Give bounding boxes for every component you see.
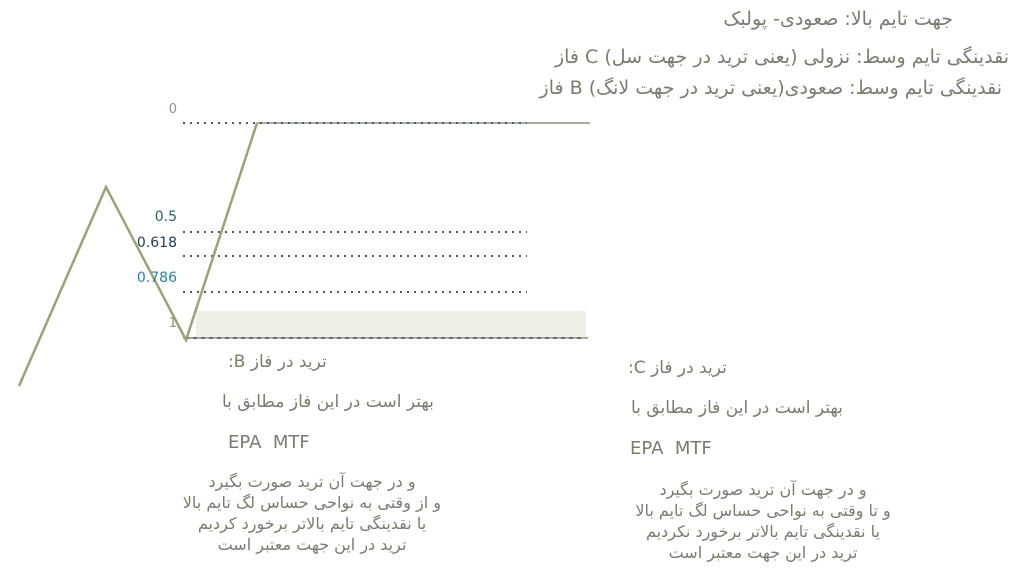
phase-c-epa-mtf: EPA MTF (630, 438, 712, 459)
note-higher-timeframe-direction: جهت تایم بالا: صعودی- پولبک (723, 8, 953, 30)
note-mid-timeframe-liquidity-bullish: نقدینگی تایم وسط: صعودی(یعنی ترید در جهت لانگ) B فاز (539, 77, 1002, 99)
phase-b-epa-mtf: EPA MTF (228, 432, 310, 453)
fib-label-05: 0.5 (154, 209, 177, 225)
fib-label-0: 0 (168, 102, 177, 117)
phase-b-line-4: ترید در این جهت معتبر است (217, 535, 407, 554)
phase-c-line-1: و در جهت آن ترید صورت بگیرد (659, 480, 867, 499)
phase-b-subtitle: بهتر است در این فاز مطابق با (222, 392, 434, 412)
phase-c-line-4: ترید در این جهت معتبر است (668, 543, 858, 562)
phase-b-line-2: و از وقتی به نواحی حساس لگ تایم بالا (182, 493, 441, 512)
note-mid-timeframe-liquidity-bearish: نقدینگی تایم وسط: نزولی (یعنی ترید در جهت سل) C فاز (554, 46, 1009, 68)
phase-b-line-3: یا نقدینگی تایم بالاتر برخورد کردیم (197, 514, 427, 533)
phase-c-line-2: و تا وقتی به نواحی حساس لگ تایم بالا (635, 501, 891, 520)
fib-label-0618: 0.618 (136, 235, 177, 251)
phase-c-subtitle: بهتر است در این فاز مطابق با (631, 398, 843, 418)
fib-label-0786: 0.786 (136, 270, 177, 286)
phase-c-paragraph (616, 479, 910, 563)
fib-label-1: 1 (168, 316, 177, 331)
demand-zone-rect (196, 311, 586, 338)
price-zigzag-line (19, 123, 257, 386)
phase-b-line-1: و در جهت آن ترید صورت بگیرد (208, 472, 416, 491)
phase-c-title: ترید در فاز C: (628, 358, 727, 378)
phase-b-title: ترید در فاز B: (228, 352, 327, 372)
phase-b-paragraph (183, 471, 441, 555)
phase-c-line-3: یا نقدینگی تایم بالاتر برخورد نکردیم (646, 522, 880, 541)
